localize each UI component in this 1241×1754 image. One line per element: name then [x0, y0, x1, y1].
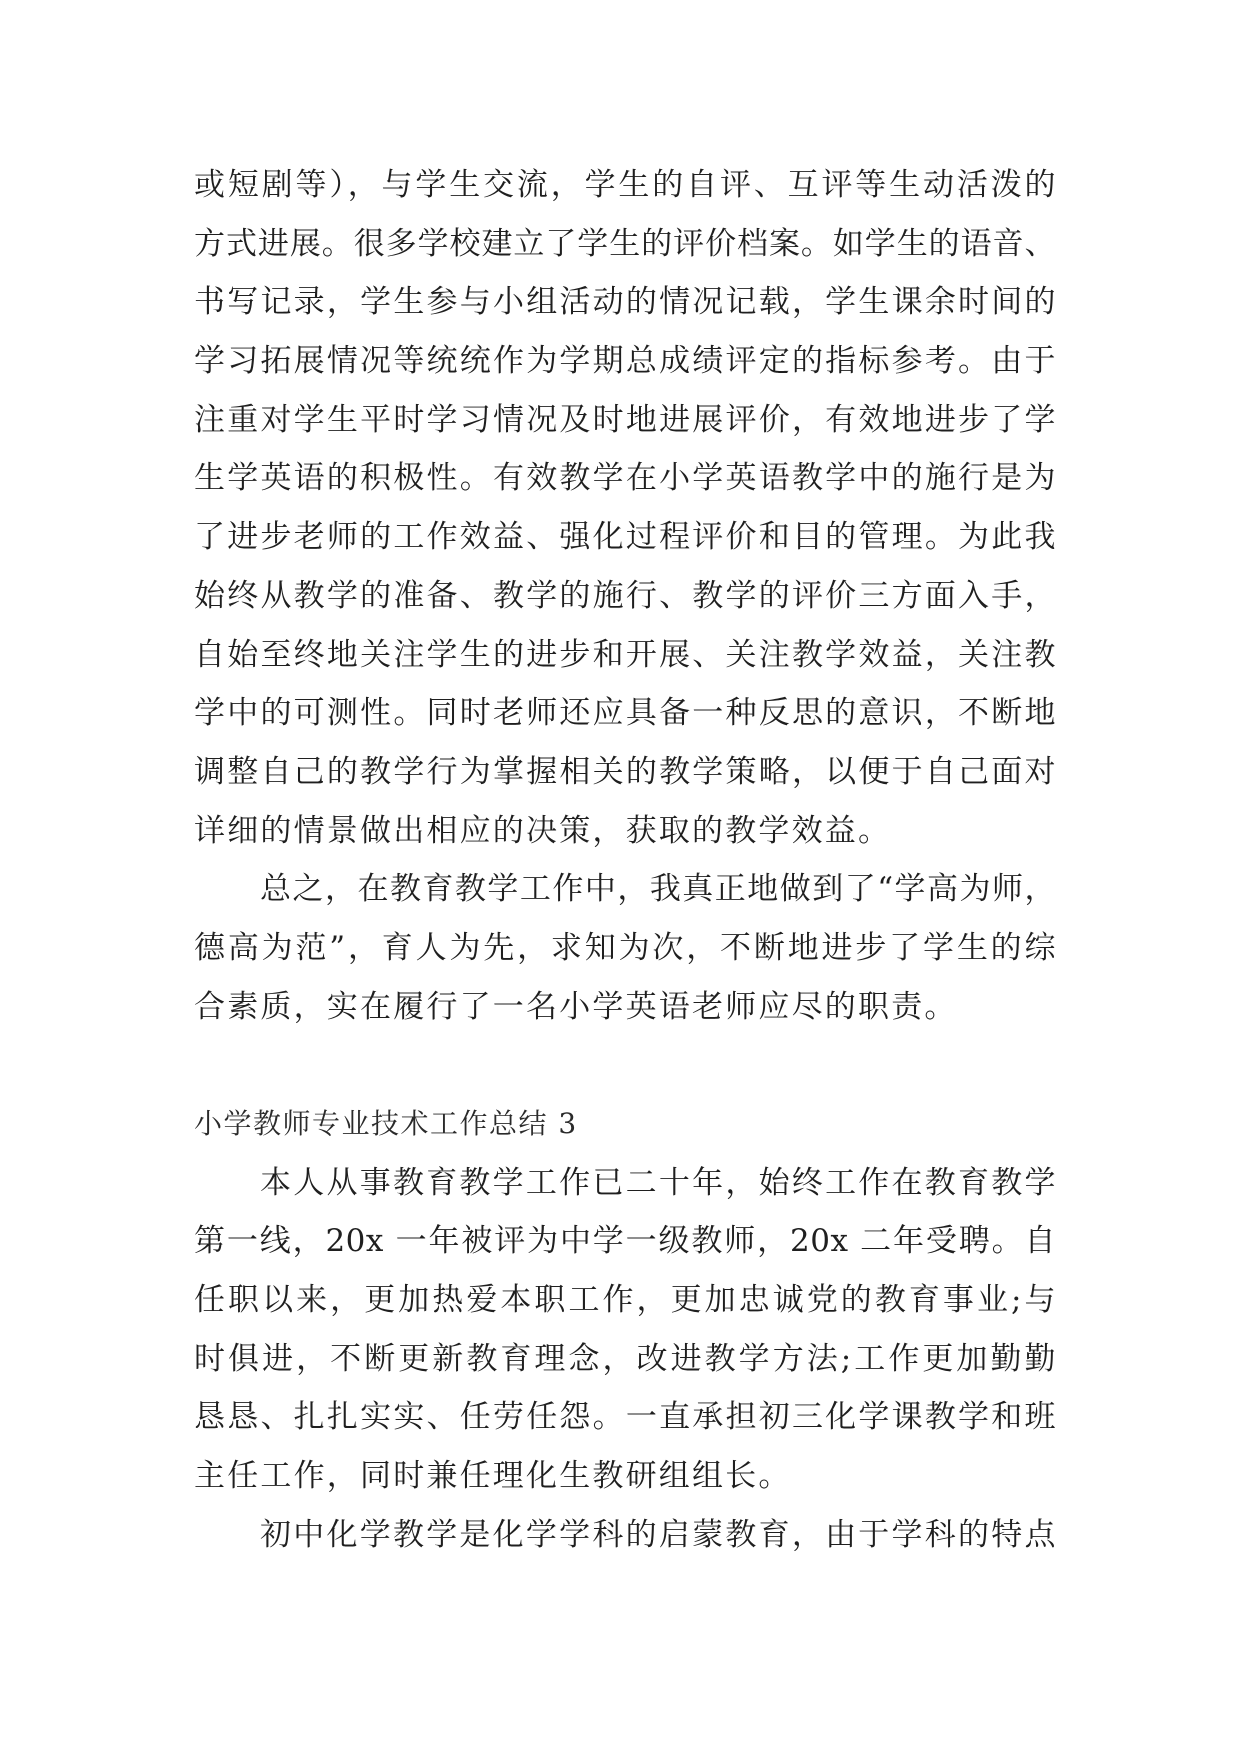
text-line: 本人从事教育教学工作已二十年，始终工作在教育教学: [260, 1164, 1056, 1201]
paragraph-1: [194, 156, 1056, 860]
paragraph-4: [194, 1506, 1056, 1565]
text-line: 注重对学生平时学习情况及时地进展评价，有效地进步了学: [194, 401, 1056, 438]
document-body: [194, 156, 1056, 1565]
paragraph-2: [194, 860, 1056, 1036]
text-line: 生学英语的积极性。有效教学在小学英语教学中的施行是为: [194, 460, 1056, 497]
text-line: 或短剧等），与学生交流，学生的自评、互评等生动活泼的: [194, 167, 1056, 203]
section-heading: 小学教师专业技术工作总结 3: [194, 1107, 578, 1140]
text-line: 任职以来，更加热爱本职工作，更加忠诚党的教育事业;与: [194, 1282, 1056, 1319]
text-line: 主任工作，同时兼任理化生教研组组长。: [194, 1458, 792, 1495]
text-line: 了进步老师的工作效益、强化过程评价和目的管理。为此我: [194, 519, 1056, 556]
text-line: 详细的情景做出相应的决策，获取的教学效益。: [194, 812, 892, 849]
text-line: 总之，在教育教学工作中，我真正地做到了“学高为师，: [260, 871, 1056, 908]
text-line: 方式进展。很多学校建立了学生的评价档案。如学生的语音、: [194, 225, 1056, 262]
text-line: 德高为范”，育人为先，求知为次，不断地进步了学生的综: [194, 929, 1056, 966]
paragraph-3: [194, 1154, 1056, 1506]
text-line: 始终从教学的准备、教学的施行、教学的评价三方面入手，: [194, 577, 1056, 614]
text-line: 学习拓展情况等统统作为学期总成绩评定的指标参考。由于: [194, 343, 1056, 380]
blank-line: [194, 1036, 1056, 1095]
text-line: 学中的可测性。同时老师还应具备一种反思的意识，不断地: [194, 695, 1056, 732]
text-line: 初中化学教学是化学学科的启蒙教育，由于学科的特点: [260, 1516, 1056, 1553]
text-line: 时俱进，不断更新教育理念，改进教学方法;工作更加勤勤: [194, 1340, 1056, 1377]
text-line: 恳恳、扎扎实实、任劳任怨。一直承担初三化学课教学和班: [194, 1399, 1056, 1436]
text-line: 合素质，实在履行了一名小学英语老师应尽的职责。: [194, 988, 958, 1025]
text-line: 第一线，20x 一年被评为中学一级教师，20x 二年受聘。自: [194, 1223, 1056, 1260]
text-line: 自始至终地关注学生的进步和开展、关注教学效益，关注教: [194, 636, 1056, 673]
text-line: 书写记录，学生参与小组活动的情况记载，学生课余时间的: [194, 284, 1056, 321]
text-line: 调整自己的教学行为掌握相关的教学策略，以便于自己面对: [194, 753, 1056, 790]
